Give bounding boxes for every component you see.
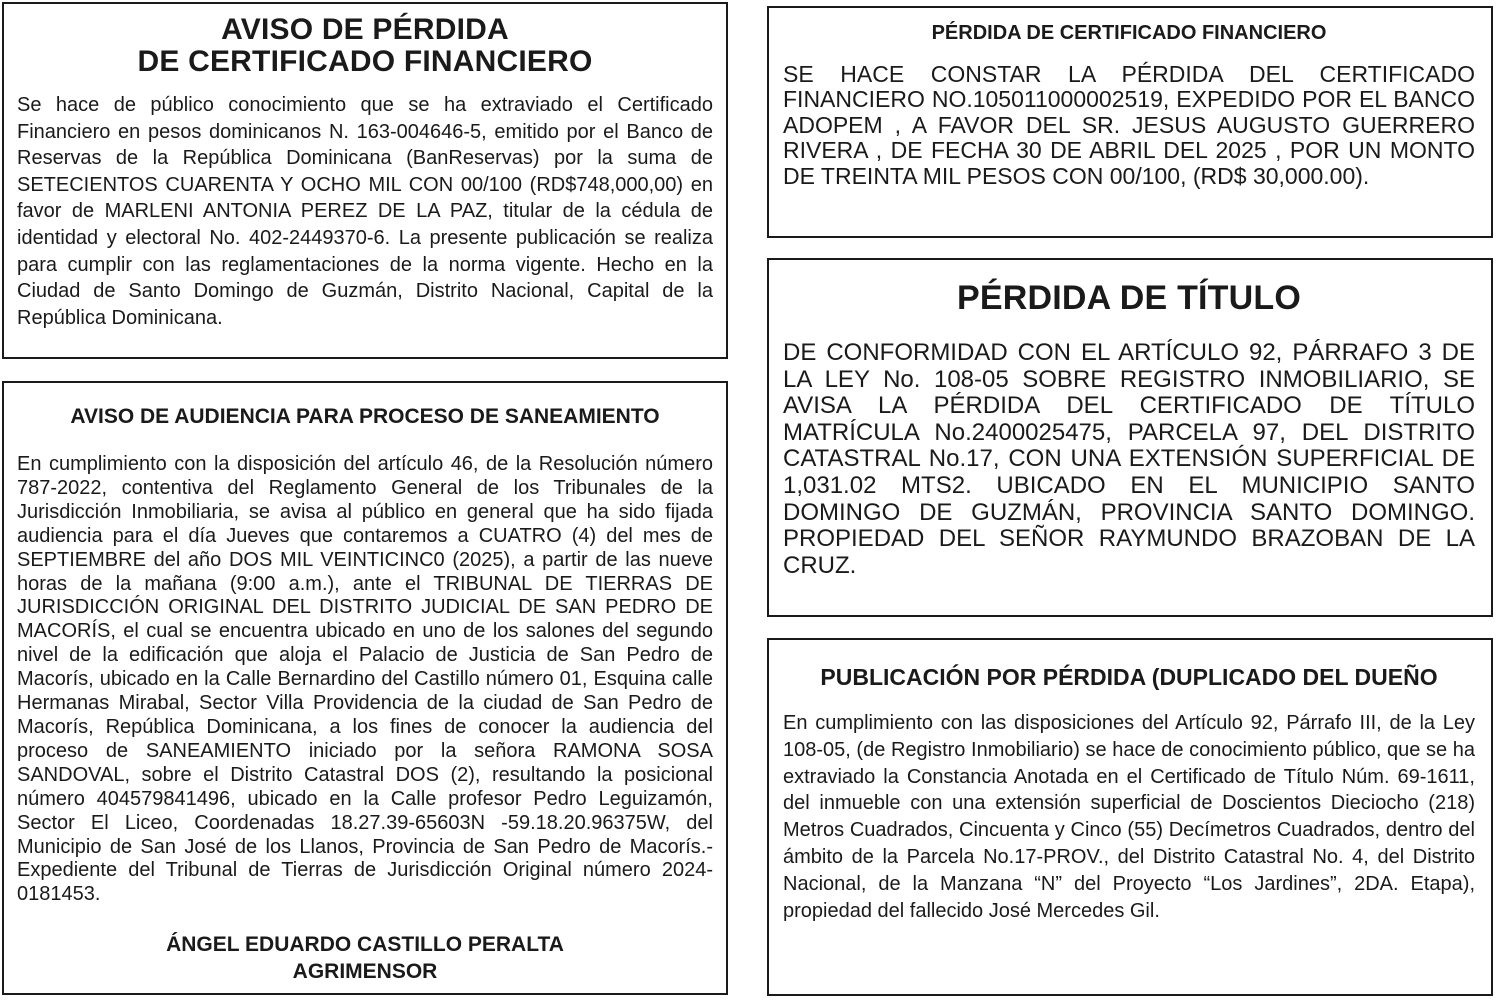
notice-title: PÉRDIDA DE TÍTULO — [956, 279, 1302, 317]
notice-title: PÉRDIDA DE CERTIFICADO FINANCIERO — [931, 22, 1327, 44]
notice-title: PUBLICACIÓN POR PÉRDIDA (DUPLICADO DEL DUEÑO — [820, 664, 1438, 690]
notice-title-line1: AVISO DE PÉRDIDA — [221, 13, 509, 46]
notice-body: SE HACE CONSTAR LA PÉRDIDA DEL CERTIFICADO FINANCIERO NO.105011000002519, EXPEDIDO POR EL BANCO ADOPEM , A FAVOR DEL SR. JESUS AUGUSTO GUERRERO RIVERA , DE FECHA 30 DE ABRIL DEL 2025 , POR UN MONTO DE TREINTA MIL PESOS CON 00/100, (RD$ 30,000.00). — [783, 61, 1475, 189]
notice-body: DE CONFORMIDAD CON EL ARTÍCULO 92, PÁRRAFO 3 DE LA LEY No. 108-05 SOBRE REGISTRO INMOBILIARIO, SE AVISA LA PÉRDIDA DEL CERTIFICADO DE TÍTULO MATRÍCULA No.2400025475, PARCELA 97, DEL DISTRITO CATASTRAL No.17, CON UNA EXTENSIÓN SUPERFICIAL DE 1,031.02 MTS2. UBICADO EN EL MUNICIPIO SANTO DOMINGO DE GUZMÁN, PROVINCIA SANTO DOMINGO. PROPIEDAD DEL SEÑOR RAYMUNDO BRAZOBAN DE LA CRUZ. — [783, 339, 1475, 579]
notice-aviso-audiencia — [2, 381, 728, 995]
notice-title: AVISO DE AUDIENCIA PARA PROCESO DE SANEAMIENTO — [70, 405, 660, 428]
notice-body: En cumplimiento con las disposiciones del Artículo 92, Párrafo III, de la Ley 108-05, (de Registro Inmobiliario) se hace de conocimiento público, que se ha extraviado la Constancia Anotada en el Certificado de Título Núm. 69-1611, del inmueble con una extensión superficial de Doscientos Dieciocho (218) Metros Cuadrados, Cincuenta y Cinco (55) Decímetros Cuadrados, dentro del ámbito de la Parcela No.17-PROV., del Distrito Catastral No. 4, del Distrito Nacional, de la Manzana “N” del Proyecto “Los Jardines”, 2DA. Etapa), propiedad del fallecido José Mercedes Gil. — [783, 712, 1475, 922]
notice-body: En cumplimiento con la disposición del artículo 46, de la Resolución número 787-2022, contentiva del Reglamento General de los Tribunales de la Jurisdicción Inmobiliaria, se avisa al público en general que ha sido fijada audiencia para el día Jueves que contaremos a CUATRO (4) del mes de SEPTIEMBRE del año DOS MIL VEINTICINC0 (2025), a partir de las nueve horas de la mañana (9:00 a.m.), ante el TRIBUNAL DE TIERRAS DE JURISDICCIÓN ORIGINAL DEL DISTRITO JUDICIAL DE SAN PEDRO DE MACORÍS, el cual se encuentra ubicado en uno de los salones del segundo nivel de la edificación que aloja el Palacio de Justicia de San Pedro de Macorís, ubicado en la Calle Bernardino del Castillo número 01, Esquina calle Hermanas Mirabal, Sector Villa Providencia de la ciudad de San Pedro de Macorís, República Dominicana, a los fines de conocer la audiencia del proceso de SANEAMIENTO iniciado por la señora RAMONA SOSA SANDOVAL, sobre el Distrito Catastral DOS (2), resultando la posicional número 404579841496, ubicado en la Calle profesor Pedro Leguizamón, Sector El Liceo, Coordenadas 18.27.39-65603N -59.18.20.96375W, del Municipio de San José de los Llanos, Provincia de San Pedro de Macorís.- Expediente del Tribunal de Tierras de Jurisdicción Original número 2024-0181453. — [17, 453, 713, 906]
notice-body: Se hace de público conocimiento que se ha extraviado el Certificado Financiero en pesos dominicanos N. 163-004646-5, emitido por el Banco de Reservas de la República Dominicana (BanReservas) por la suma de SETECIENTOS CUARENTA Y OCHO MIL CON 00/100 (RD$748,000,00) en favor de MARLENI ANTONIA PEREZ DE LA PAZ, titular de la cédula de identidad y electoral No. 402-2449370-6. La presente publicación se realiza para cumplir con las reglamentaciones de la norma vigente. Hecho en la Ciudad de Santo Domingo de Guzmán, Distrito Nacional, Capital de la República Dominicana. — [17, 94, 713, 329]
notice-aviso-perdida-certificado — [2, 2, 728, 359]
signature-name: ÁNGEL EDUARDO CASTILLO PERALTA — [166, 933, 564, 957]
notice-perdida-titulo — [767, 258, 1493, 617]
notice-publicacion-perdida — [767, 638, 1493, 996]
signature-block — [17, 931, 713, 985]
signature-role: AGRIMENSOR — [292, 960, 438, 984]
notice-title-line2: DE CERTIFICADO FINANCIERO — [137, 45, 593, 78]
notice-perdida-certificado-financiero — [767, 6, 1493, 238]
